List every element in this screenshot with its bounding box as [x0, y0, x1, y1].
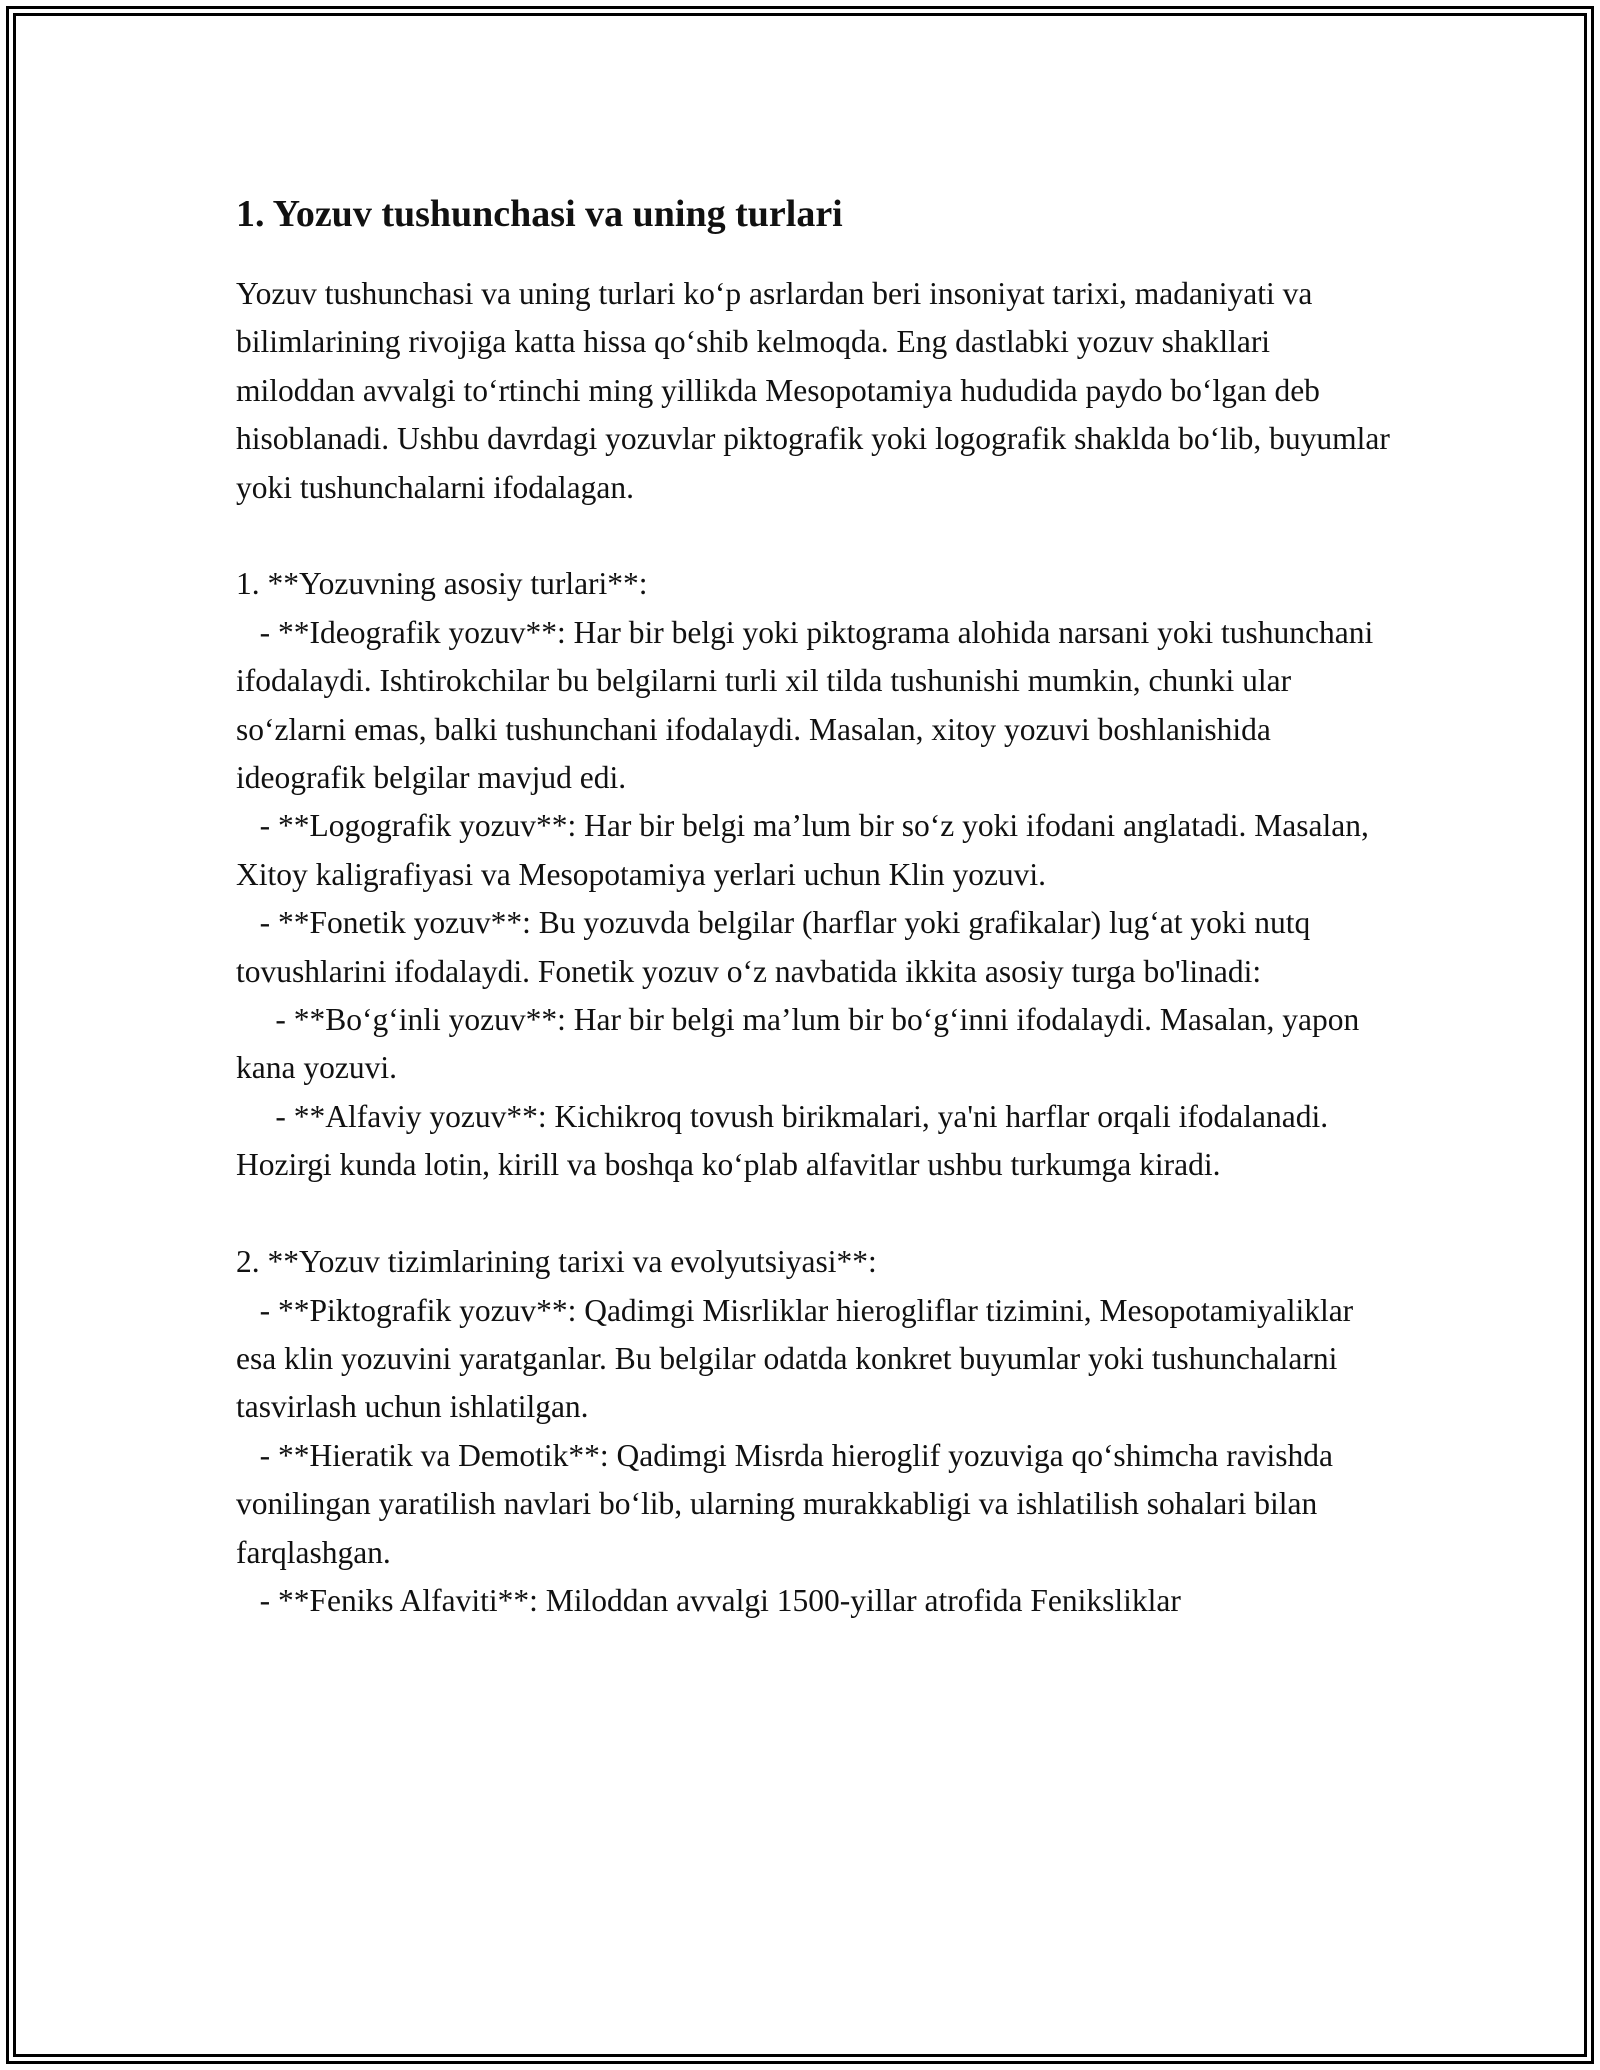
paragraph-gap [236, 1190, 1396, 1238]
section-1 [236, 560, 1396, 1189]
section-2-heading: 2. **Yozuv tizimlarining tarixi va evolyutsiyasi**: [236, 1244, 877, 1280]
list-item-alfaviy: - **Alfaviy yozuv**: Kichikroq tovush birikmalari, ya'ni harflar orqali ifodalanadi. Hozirgi kunda lotin, kirill va boshqa ko‘plab alfavitlar ushbu turkumga kiradi. [236, 1098, 1337, 1183]
list-item-feniks: - **Feniks Alfaviti**: Miloddan avvalgi 1500-yillar atrofida Feniksliklar [236, 1582, 1181, 1618]
list-item-hieratik: - **Hieratik va Demotik**: Qadimgi Misrda hieroglif yozuviga qo‘shimcha ravishda vonilingan yaratilish navlari bo‘lib, ularning murakkabligi va ishlatilish sohalari bilan farqlashgan. [236, 1437, 1341, 1570]
document-title: 1. Yozuv tushunchasi va uning turlari [236, 193, 843, 235]
list-item-piktografik: - **Piktografik yozuv**: Qadimgi Misrliklar hierogliflar tizimini, Mesopotamiyaliklar esa klin yozuvini yaratganlar. Bu belgilar odatda konkret buyumlar yoki tushunchalarni tasvirlash uchun ishlatilgan. [236, 1292, 1362, 1425]
section-1-heading: 1. **Yozuvning asosiy turlari**: [236, 566, 648, 602]
list-item-ideografik: - **Ideografik yozuv**: Har bir belgi yoki piktograma alohida narsani yoki tushunchani ifodalaydi. Ishtirokchilar bu belgilarni turli xil tilda tushunishi mumkin, chunki ular so‘zlarni emas, balki tushunchani ifodalaydi. Masalan, xitoy yozuvi boshlanishida ideografik belgilar mavjud edi. [236, 614, 1382, 796]
document-body [236, 188, 1396, 1625]
intro-paragraph: Yozuv tushunchasi va uning turlari ko‘p asrlardan beri insoniyat tarixi, madaniyati va bilimlarining rivojiga katta hissa qo‘shib kelmoqda. Eng dastlabki yozuv shakllari miloddan avvalgi to‘rtinchi ming yillikda Mesopotamiya hududida paydo bo‘lgan deb hisoblanadi. Ushbu davrdagi yozuvlar piktografik yoki logografik shaklda bo‘lib, buyumlar yoki tushunchalarni ifodalagan. [236, 276, 1390, 505]
list-item-logografik: - **Logografik yozuv**: Har bir belgi ma’lum bir so‘z yoki ifodani anglatadi. Masalan, Xitoy kaligrafiyasi va Mesopotamiya yerlari uchun Klin yozuvi. [236, 808, 1377, 892]
paragraph-gap [236, 512, 1396, 560]
section-2 [236, 1238, 1396, 1625]
list-item-boginli: - **Bo‘g‘inli yozuv**: Har bir belgi ma’lum bir bo‘g‘inni ifodalaydi. Masalan, yapon kana yozuvi. [236, 1002, 1368, 1086]
list-item-fonetik: - **Fonetik yozuv**: Bu yozuvda belgilar (harflar yoki grafikalar) lug‘at yoki nutq tovushlarini ifodalaydi. Fonetik yozuv o‘z navbatida ikkita asosiy turga bo'linadi: [236, 905, 1319, 989]
